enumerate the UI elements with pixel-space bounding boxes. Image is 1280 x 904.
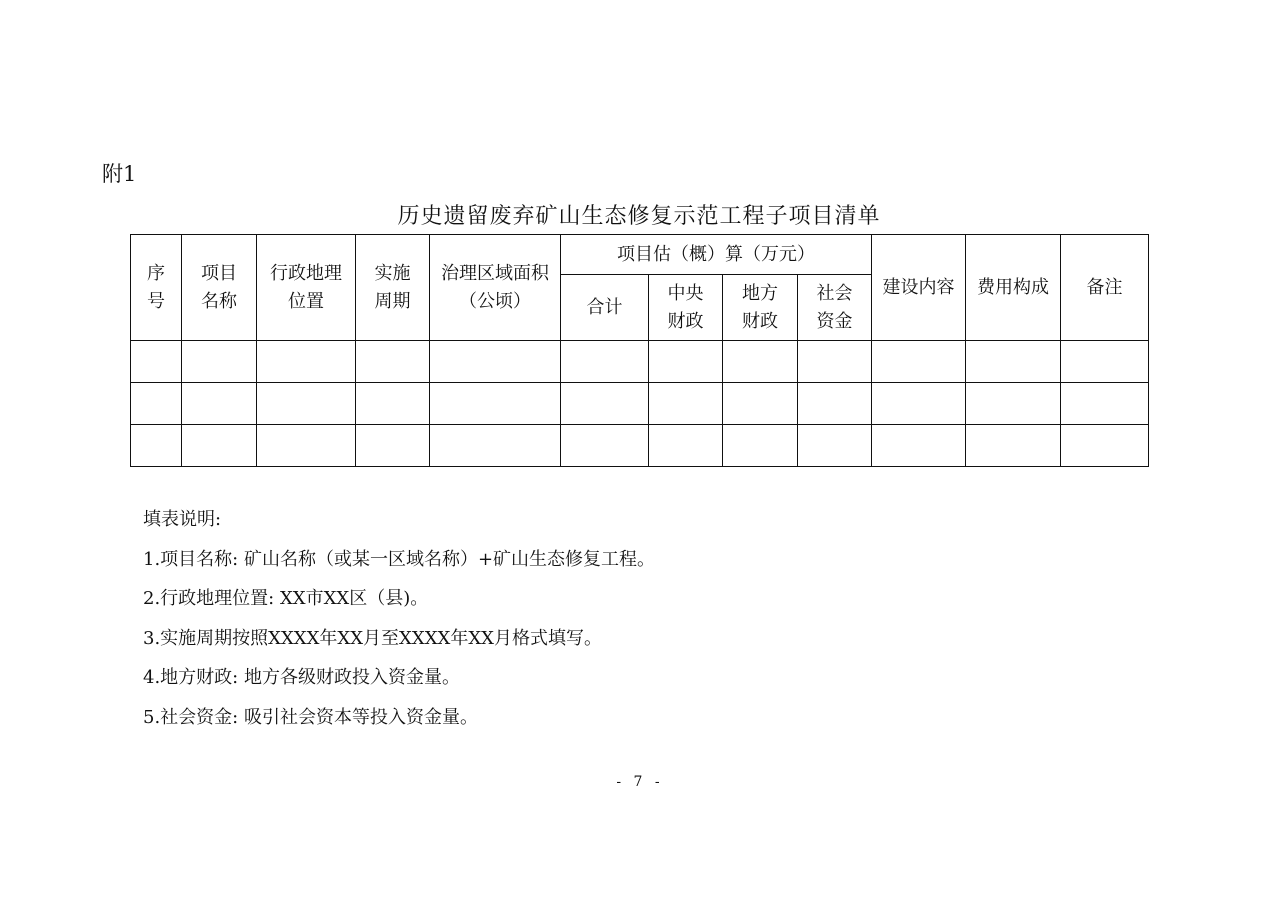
- instructions-heading: 填表说明:: [143, 509, 222, 530]
- header-row-1: [131, 235, 1149, 275]
- table-row: [131, 341, 1149, 383]
- instruction-item-4: 4.地方财政: 地方各级财政投入资金量。: [143, 667, 460, 688]
- header-cost: 费用构成: [966, 235, 1061, 341]
- attachment-label: 附1: [102, 162, 137, 186]
- fill-instructions: [143, 500, 655, 737]
- table-row: [131, 383, 1149, 425]
- instruction-item-5: 5.社会资金: 吸引社会资本等投入资金量。: [143, 706, 478, 728]
- header-period: 实施 周期: [356, 235, 430, 341]
- header-local-finance: 地方 财政: [723, 275, 798, 341]
- header-project-name: 项目 名称: [182, 235, 257, 341]
- header-remark: 备注: [1061, 235, 1149, 341]
- header-location: 行政地理 位置: [257, 235, 356, 341]
- instruction-item-3: 3.实施周期按照XXXX年XX月至XXXX年XX月格式填写。: [143, 627, 602, 649]
- page-number: - 7 -: [616, 774, 664, 790]
- instruction-item-1: 1.项目名称: 矿山名称（或某一区域名称）+矿山生态修复工程。: [143, 548, 656, 570]
- header-total: 合计: [561, 275, 649, 341]
- header-seq: 序 号: [131, 235, 182, 341]
- project-list-table: [130, 234, 1149, 467]
- header-estimate-group: 项目估（概）算（万元）: [561, 235, 872, 275]
- header-social-funds: 社会 资金: [798, 275, 872, 341]
- instruction-item-2: 2.行政地理位置: XX市XX区（县)。: [143, 588, 429, 609]
- header-area: 治理区域面积 （公顷）: [430, 235, 561, 341]
- table-row: [131, 425, 1149, 467]
- header-central-finance: 中央 财政: [649, 275, 723, 341]
- document-title: 历史遗留废弃矿山生态修复示范工程子项目清单: [397, 204, 881, 229]
- header-content: 建设内容: [872, 235, 966, 341]
